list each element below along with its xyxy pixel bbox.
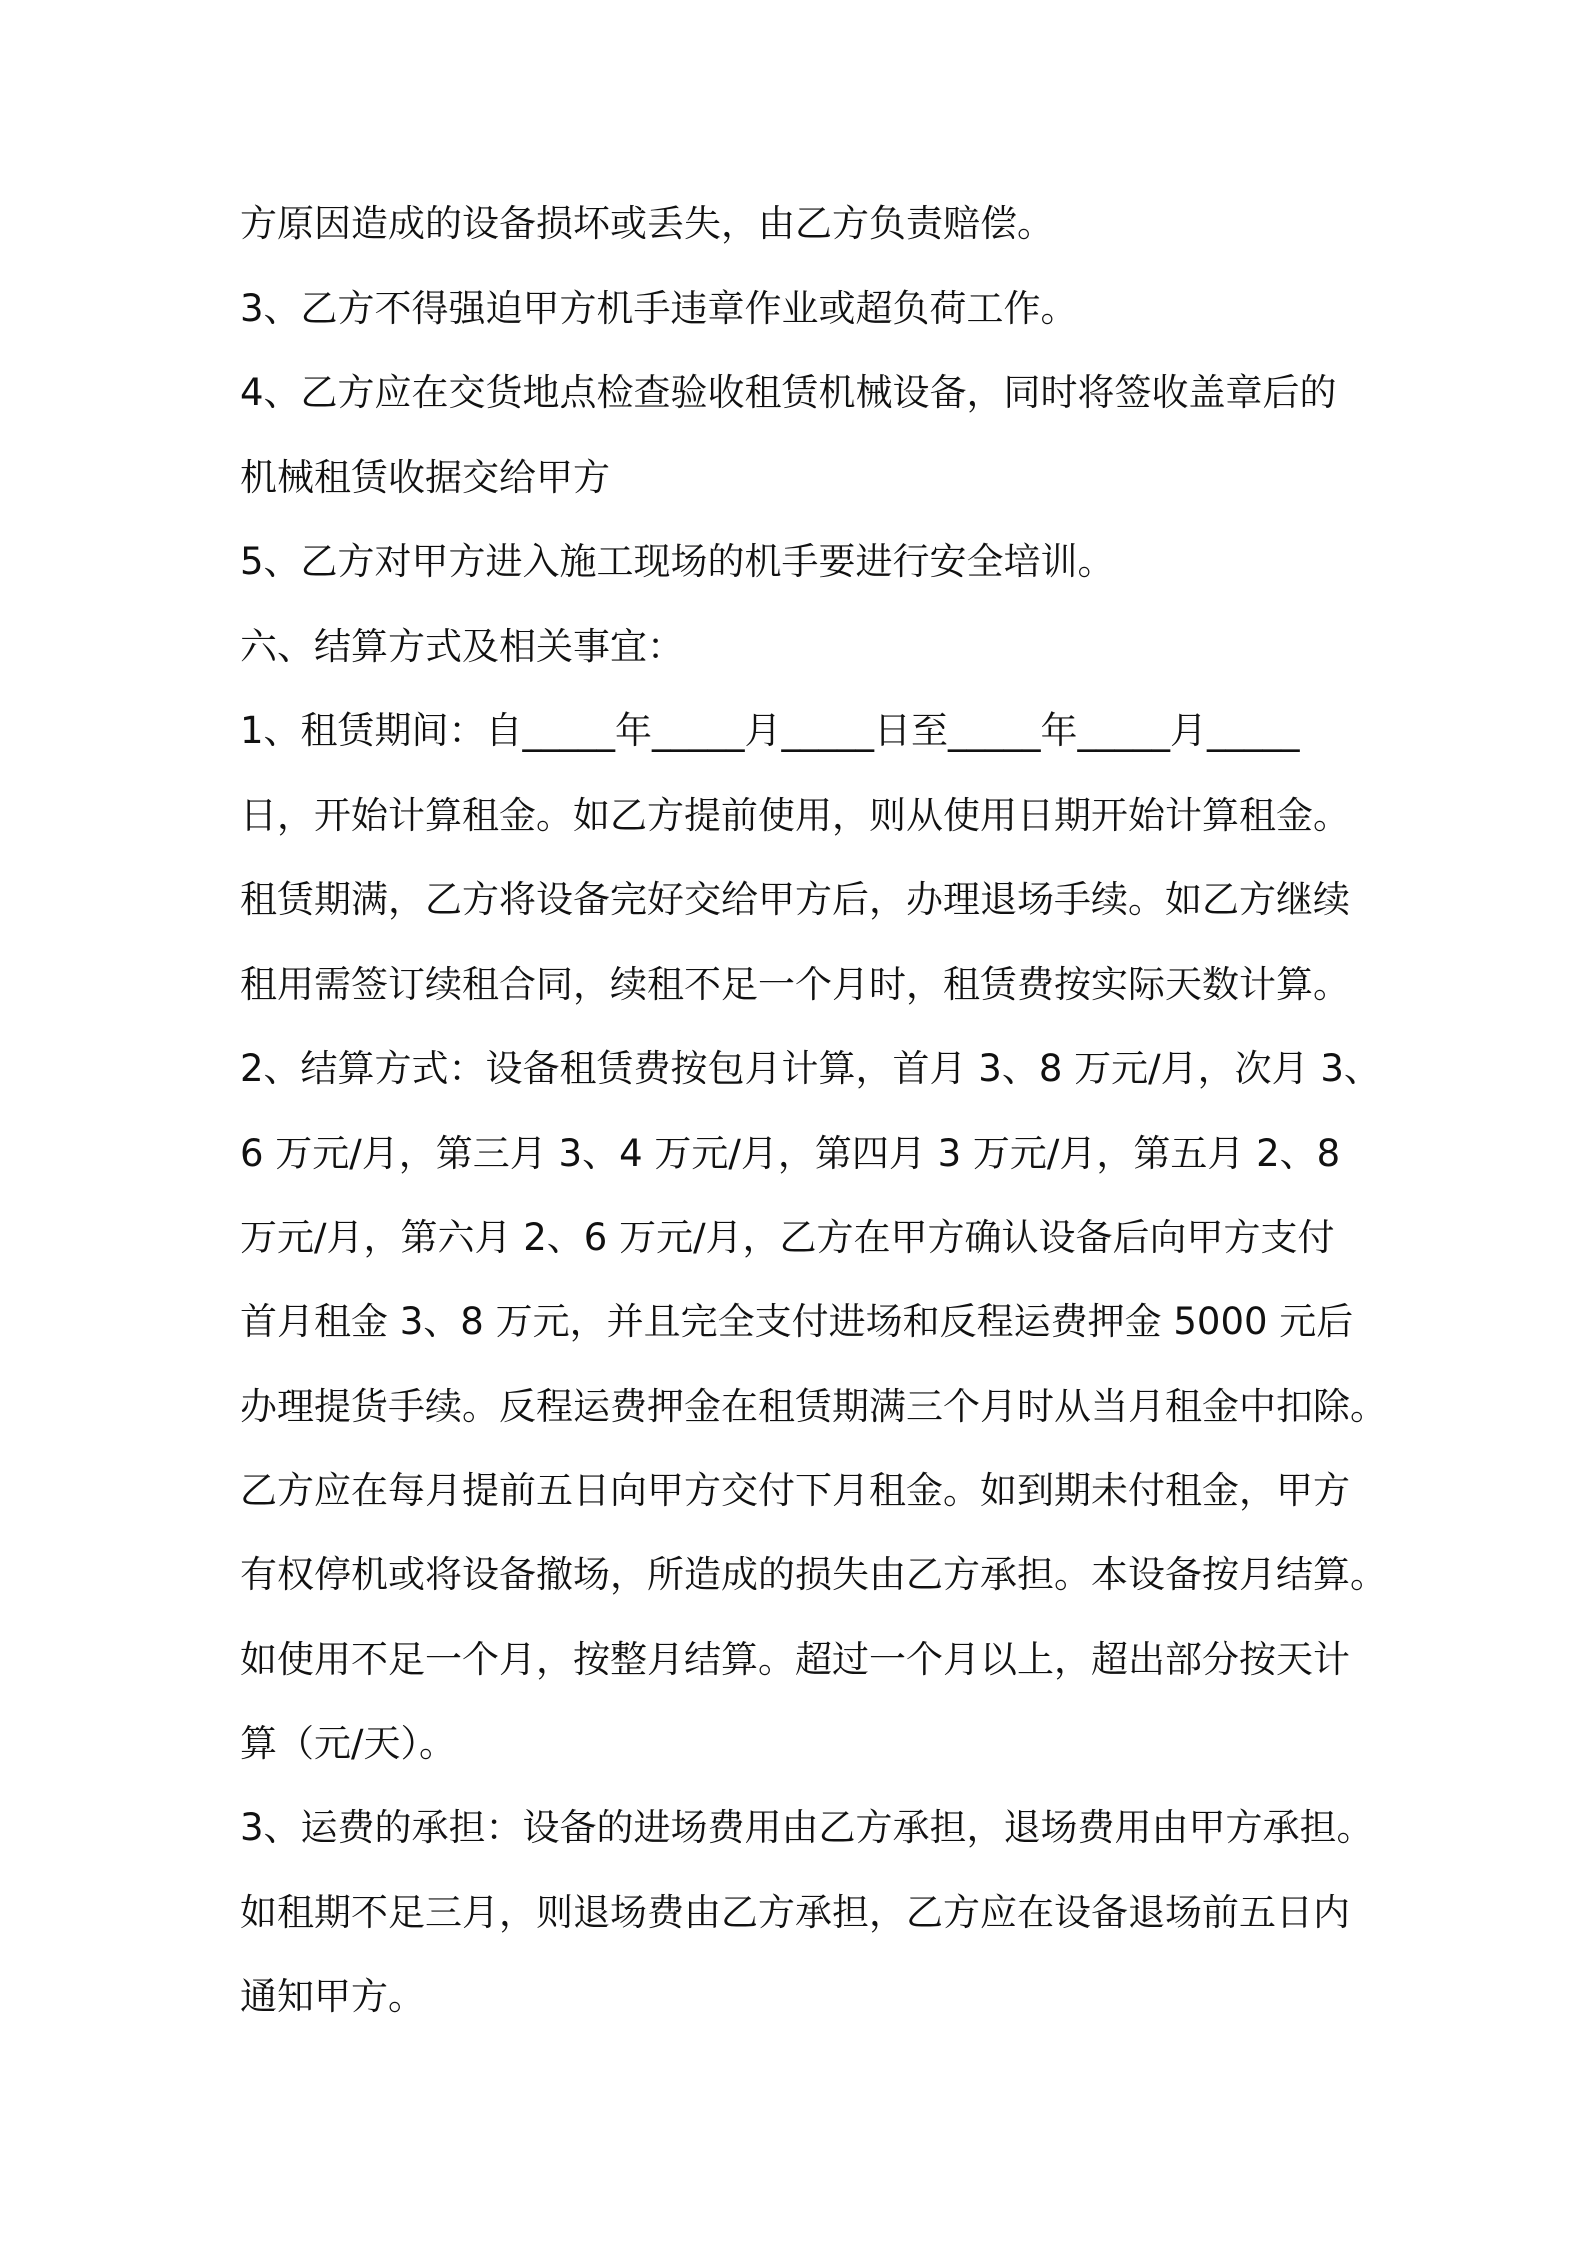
- text-line: 租赁期满，乙方将设备完好交给甲方后，办理退场手续。如乙方继续: [240, 878, 1350, 921]
- text-line: 万元/月，第六月 2、6 万元/月，乙方在甲方确认设备后向甲方支付: [240, 1216, 1335, 1259]
- text-line: 租用需签订续租合同，续租不足一个月时，租赁费按实际天数计算。: [240, 963, 1350, 1006]
- text-line: 5、乙方对甲方进入施工现场的机手要进行安全培训。: [240, 540, 1115, 583]
- text-line: 通知甲方。: [240, 1975, 425, 2018]
- text-line: 机械租赁收据交给甲方: [240, 456, 610, 499]
- section-heading: 六、结算方式及相关事宜：: [240, 625, 684, 668]
- text-line: 方原因造成的设备损坏或丢失，由乙方负责赔偿。: [240, 202, 1054, 245]
- text-line: 2、结算方式：设备租赁费按包月计算，首月 3、8 万元/月，次月 3、: [240, 1047, 1381, 1090]
- text-line: 6 万元/月，第三月 3、4 万元/月，第四月 3 万元/月，第五月 2、8: [240, 1132, 1341, 1175]
- text-line: 日，开始计算租金。如乙方提前使用，则从使用日期开始计算租金。: [240, 794, 1350, 837]
- text-line: 3、运费的承担：设备的进场费用由乙方承担，退场费用由甲方承担。: [240, 1806, 1374, 1849]
- text-line: 办理提货手续。反程运费押金在租赁期满三个月时从当月租金中扣除。: [240, 1385, 1387, 1428]
- text-line: 有权停机或将设备撤场，所造成的损失由乙方承担。本设备按月结算。: [240, 1553, 1387, 1596]
- text-line: 乙方应在每月提前五日向甲方交付下月租金。如到期未付租金，甲方: [240, 1469, 1350, 1512]
- text-line: 首月租金 3、8 万元，并且完全支付进场和反程运费押金 5000 元后: [240, 1300, 1354, 1343]
- text-line: 如租期不足三月，则退场费由乙方承担，乙方应在设备退场前五日内: [240, 1891, 1350, 1934]
- text-line: 1、租赁期间：自_____年_____月_____日至_____年_____月_____: [240, 709, 1300, 752]
- text-line: 如使用不足一个月，按整月结算。超过一个月以上，超出部分按天计: [240, 1638, 1350, 1681]
- text-line: 3、乙方不得强迫甲方机手违章作业或超负荷工作。: [240, 287, 1078, 330]
- text-line: 算（元/天）。: [240, 1722, 456, 1765]
- text-line: 4、乙方应在交货地点检查验收租赁机械设备，同时将签收盖章后的: [240, 371, 1337, 414]
